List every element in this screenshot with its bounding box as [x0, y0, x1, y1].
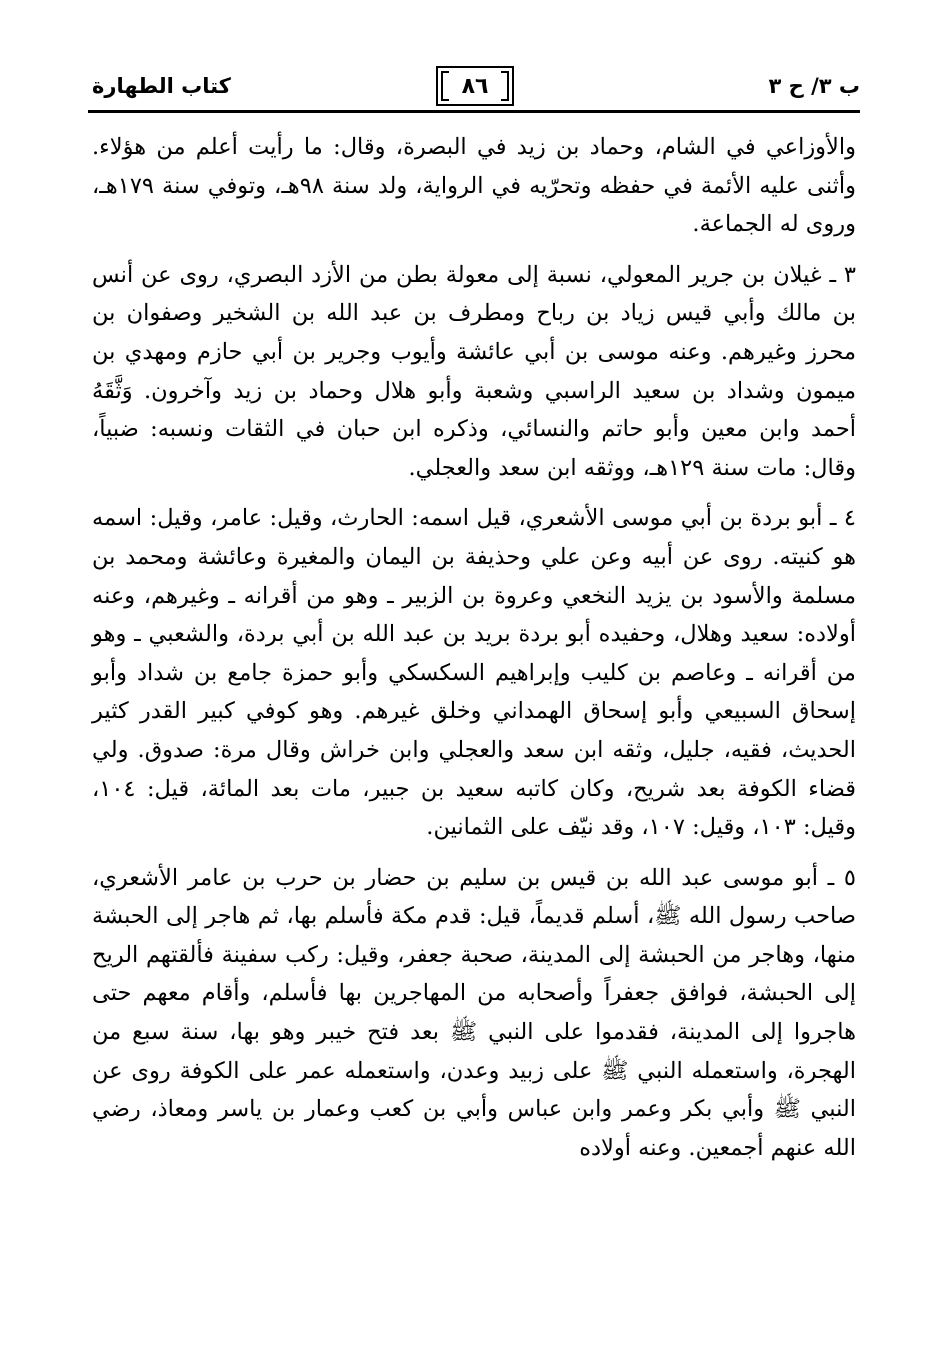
paragraph-1: والأوزاعي في الشام، وحماد بن زيد في البصرة، وقال: ما رأيت أعلم من هؤلاء. وأثنى عليه الأئمة في حفظه وتحرّيه في الرواية، ولد سنة ٩٨هـ، وتوفي سنة ١٧٩هـ، وروى له الجماعة.: [92, 134, 856, 238]
page-number: ٨٦: [461, 73, 489, 99]
paragraph-2: ٣ ـ غيلان بن جرير المعولي، نسبة إلى معولة بطن من الأزد البصري، روى عن أنس بن مالك وأبي قيس زياد بن رباح ومطرف بن عبد الله بن الشخير وصفوان بن محرز وغيرهم. وعنه موسى بن أبي عائشة وأيوب وجرير بن أبي حازم ومهدي بن ميمون وشداد بن سعيد الراسبي وشعبة وأبو هلال وحماد بن زيد وآخرون. وَثَّقَهُ أحمد وابن معين وأبو حاتم والنسائي، وذكره ابن حبان في الثقات ونسبه: ضبياً، وقال: مات سنة ١٢٩هـ، ووثقه ابن سعد والعجلي.: [92, 261, 856, 481]
page-header: [88, 64, 860, 116]
volume-reference: ب ٣/ ح ٣: [768, 74, 860, 98]
book-title: كتاب الطهارة: [92, 74, 231, 98]
page-body: [92, 128, 856, 1167]
paragraph-3: ٤ ـ أبو بردة بن أبي موسى الأشعري، قيل اسمه: الحارث، وقيل: عامر، وقيل: اسمه هو كنيته. روى عن أبيه وعن علي وحذيفة بن اليمان والمغيرة وعائشة ومحمد بن مسلمة والأسود بن يزيد النخعي وعروة بن الزبير ـ وهو من أقرانه ـ وغيرهم، وعنه أولاده: سعيد وهلال، وحفيده أبو بردة بريد بن عبد الله بن أبي بردة، والشعبي ـ وهو من أقرانه ـ وعاصم بن كليب وإبراهيم السكسكي وأبو حمزة جامع بن شداد وأبو إسحاق السبيعي وأبو إسحاق الهمداني وخلق غيرهم. وهو كوفي كبير القدر كثير الحديث، فقيه، جليل، وثقه ابن سعد والعجلي وابن خراش وقال مرة: صدوق. ولي قضاء الكوفة بعد شريح، وكان كاتبه سعيد بن جبير، مات بعد المائة، قيل: ١٠٤، وقيل: ١٠٣، وقيل: ١٠٧، وقد نيّف على الثمانين.: [92, 505, 856, 841]
paragraph-4: ٥ ـ أبو موسى عبد الله بن قيس بن سليم بن حضار بن حرب بن عامر الأشعري، صاحب رسول الله ﷺ، أسلم قديماً، قيل: قدم مكة فأسلم بها، ثم هاجر إلى الحبشة منها، وهاجر من الحبشة إلى المدينة، صحبة جعفر، وقيل: ركب سفينة فألقتهم الريح إلى الحبشة، فوافق جعفراً وأصحابه من المهاجرين بها فأسلم، وأقام معهم حتى هاجروا إلى المدينة، فقدموا على النبي ﷺ بعد فتح خيبر وهو بها، سنة سبع من الهجرة، واستعمله النبي ﷺ على زبيد وعدن، واستعمله عمر على الكوفة روى عن النبي ﷺ وأبي بكر وعمر وابن عباس وأبي بن كعب وعمار بن ياسر ومعاذ، رضي الله عنهم أجمعين. وعنه أولاده: [92, 864, 856, 1161]
header-rule: [88, 110, 860, 113]
page-number-frame: [436, 66, 514, 106]
